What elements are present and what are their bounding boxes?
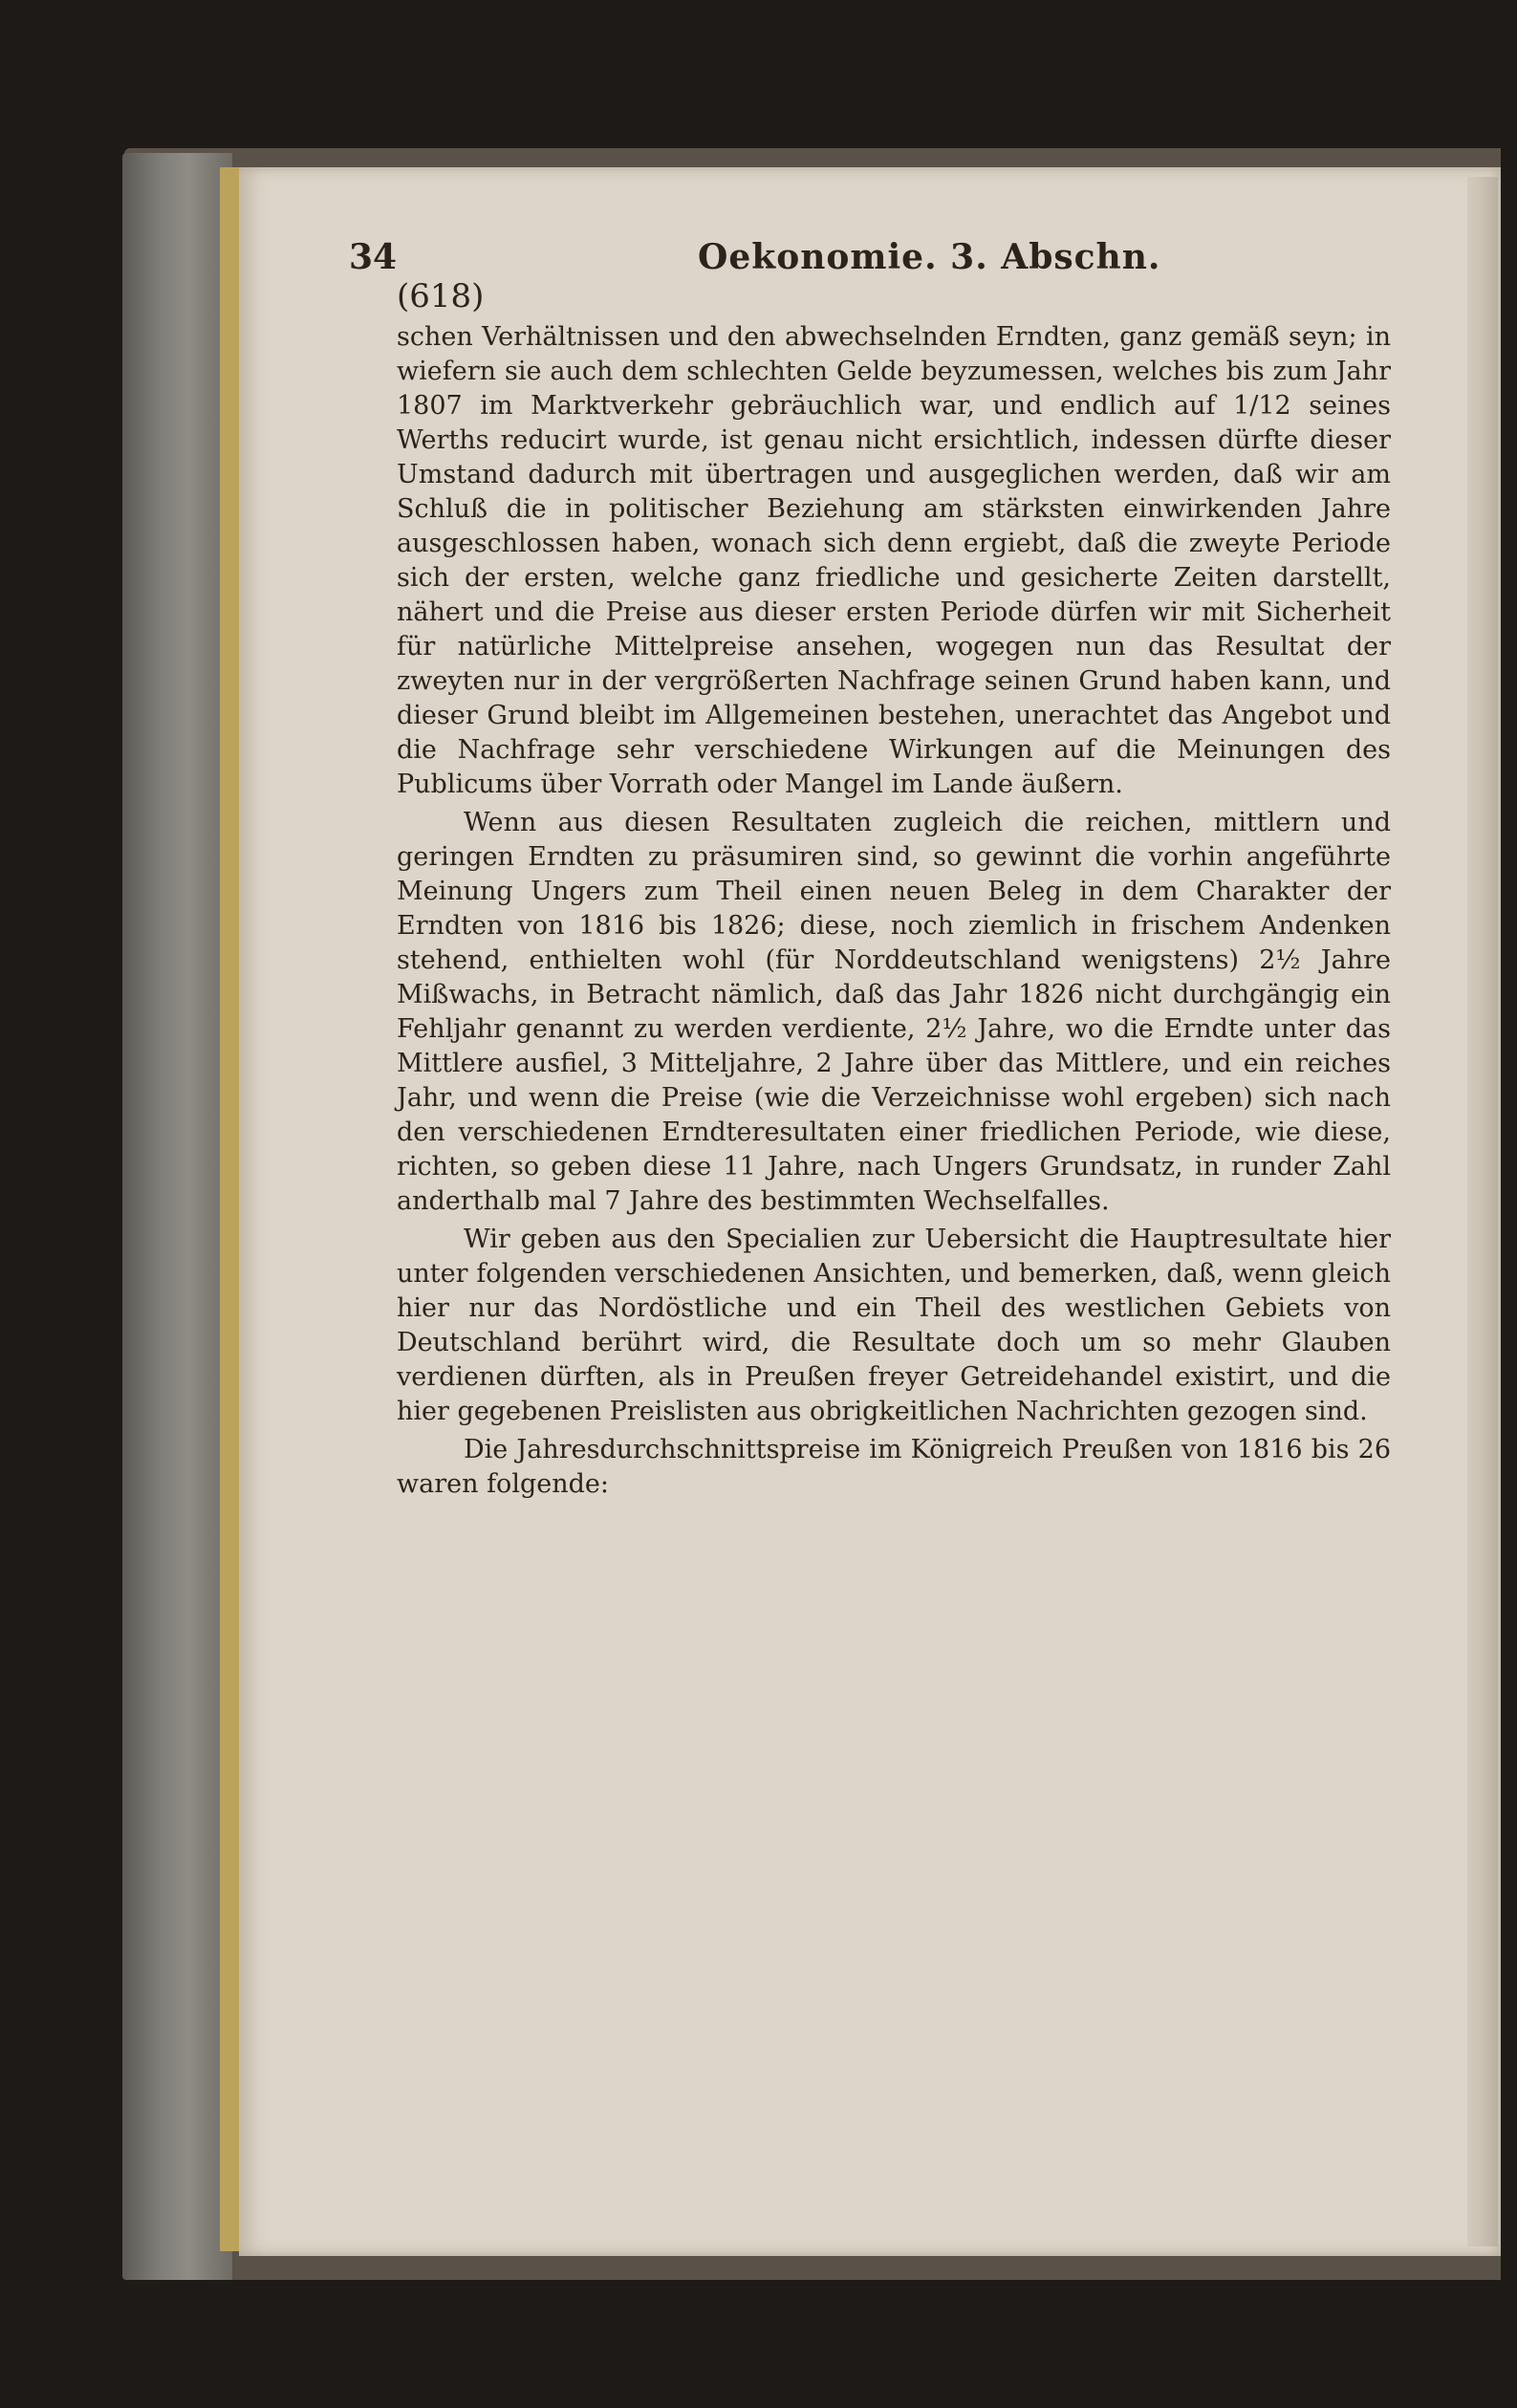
signature-mark: (618) [397,277,485,315]
running-title: Oekonomie. 3. Abschn. [698,237,1161,277]
cover-edge [220,167,239,2251]
page-number: 34 [349,237,398,277]
paragraph: Wenn aus diesen Resultaten zugleich die reichen, mittlern und geringen Erndten zu präsumiren sind, so gewinnt die vorhin angeführte Meinung Ungers zum Theil einen neuen Beleg in dem Charakter der Erndten von 1816 bis 1826; diese, noch ziemlich in frischem Andenken stehend, enthielten wohl (für Norddeutschland wenigstens) 2½ Jahre Mißwachs, in Betracht nämlich, daß das Jahr 1826 nicht durchgängig ein Fehljahr genannt zu werden verdiente, 2½ Jahre, wo die Erndte unter das Mittlere ausfiel, 3 Mitteljahre, 2 Jahre über das Mittlere, und ein reiches Jahr, und wenn die Preise (wie die Verzeichnisse wohl ergeben) sich nach den verschiedenen Erndteresultaten einer friedlichen Periode, wie diese, richten, so geben diese 11 Jahre, nach Ungers Grundsatz, in runder Zahl anderthalb mal 7 Jahre des bestimmten Wechselfalles. [397,808,1391,1216]
body-text [397,320,1391,1502]
book-spine [122,153,232,2280]
paragraph: Die Jahresdurchschnittspreise im Königreich Preußen von 1816 bis 26 waren folgende: [397,1435,1391,1499]
page-edges [1467,177,1498,2246]
paragraph: schen Verhältnissen und den abwechselnden Erndten, ganz gemäß seyn; in wiefern sie auch dem schlechten Gelde beyzumessen, welches bis zum Jahr 1807 im Marktverkehr gebräuchlich war, und endlich auf 1/12 seines Werths reducirt wurde, ist genau nicht ersichtlich, indessen dürfte dieser Umstand dadurch mit übertragen und ausgeglichen werden, daß wir am Schluß die in politischer Beziehung am stärksten einwirkenden Jahre ausgeschlossen haben, wonach sich denn ergiebt, daß die zweyte Periode sich der ersten, welche ganz friedliche und gesicherte Zeiten darstellt, nähert und die Preise aus dieser ersten Periode dürfen wir mit Sicherheit für natürliche Mittelpreise ansehen, wogegen nun das Resultat der zweyten nur in der vergrößerten Nachfrage seinen Grund haben kann, und dieser Grund bleibt im Allgemeinen bestehen, unerachtet das Angebot und die Nachfrage sehr verschiedene Wirkungen auf die Meinungen des Publicums über Vorrath oder Mangel im Lande äußern. [397,322,1391,799]
paragraph: Wir geben aus den Specialien zur Uebersicht die Hauptresultate hier unter folgenden verschiedenen Ansichten, und bemerken, daß, wenn gleich hier nur das Nordöstliche und ein Theil des westlichen Gebiets von Deutschland berührt wird, die Resultate doch um so mehr Glauben verdienen dürften, als in Preußen freyer Getreidehandel existirt, und die hier gegebenen Preislisten aus obrigkeitlichen Nachrichten gezogen sind. [397,1225,1391,1426]
running-head [349,237,1391,294]
